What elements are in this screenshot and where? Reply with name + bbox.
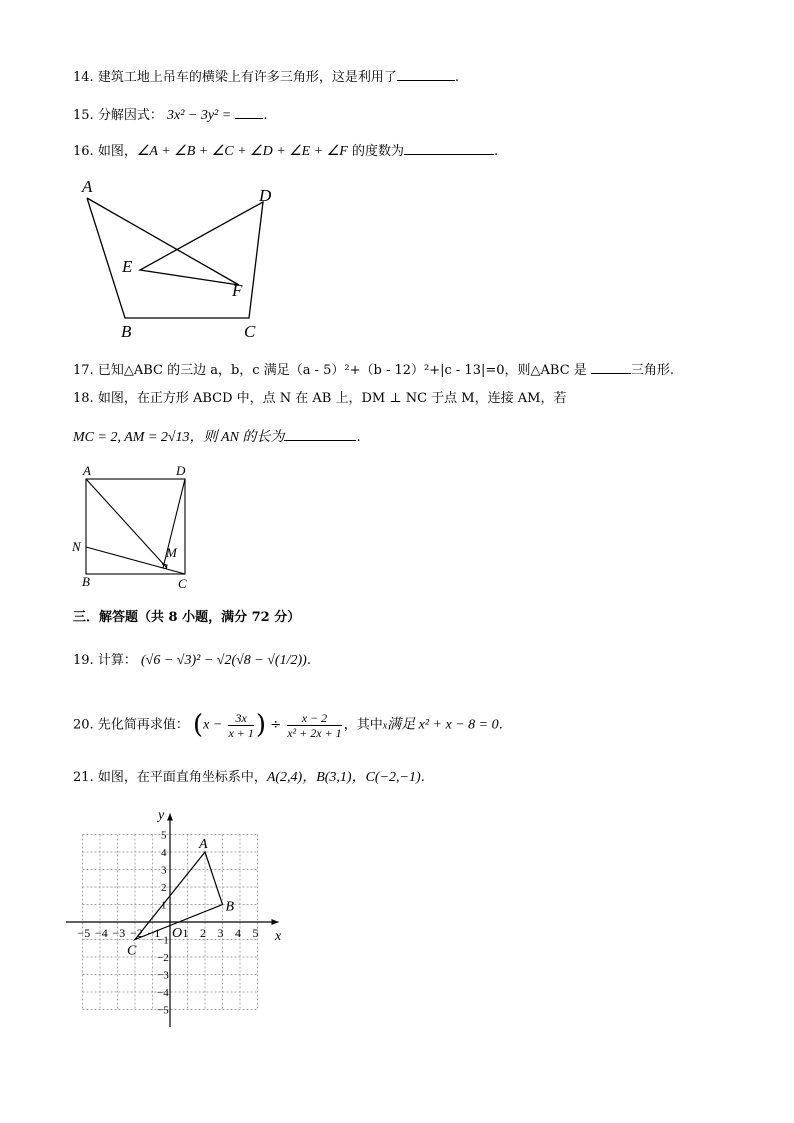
question-14 (73, 66, 459, 87)
question-text: 如图，在正方形 ABCD 中，点 N 在 AB 上，DM ⊥ NC 于点 M，连接 AM，若 (97, 391, 567, 406)
question-18-line2 (73, 426, 361, 447)
question-text-tail: 的度数为 (351, 144, 404, 159)
y-axis-label: y (158, 808, 165, 823)
x-tick-label: 1 (182, 926, 189, 940)
question-text: 分解因式： (97, 108, 163, 123)
label-E: E (122, 257, 133, 276)
label-B: B (82, 574, 90, 589)
question-number: 14. (73, 70, 94, 85)
question-text: 建筑工地上吊车的横梁上有许多三角形，这是利用了 (97, 70, 397, 85)
x-tick-label: −4 (95, 926, 108, 940)
answer-blank[interactable] (397, 66, 455, 81)
math-expression: ∠A + ∠B + ∠C + ∠D + ∠E + ∠F (136, 144, 348, 159)
label-A: A (82, 177, 93, 196)
x-tick-label: −5 (77, 926, 91, 940)
y-tick-label: 4 (161, 847, 167, 859)
x-tick-label: 2 (200, 926, 206, 940)
answer-blank[interactable] (404, 140, 494, 155)
math-expression: (√6 − √3)² − √2(√8 − √(1/2)) (140, 653, 307, 668)
label-A: A (83, 463, 91, 478)
y-tick-label: −3 (157, 969, 169, 982)
period: . (493, 144, 499, 159)
y-tick-label: −2 (157, 952, 169, 964)
answer-blank[interactable] (284, 426, 356, 441)
label-D: D (176, 463, 186, 478)
y-tick-label: −4 (157, 987, 169, 999)
y-tick-label: 2 (161, 882, 167, 894)
label-F: F (232, 281, 243, 300)
fraction-2: $\frac{x - 2}{\text{x² + 2x + 1}}$ (287, 710, 342, 740)
point-label-C: C (127, 943, 137, 959)
point-label-A: A (199, 837, 208, 852)
period: . (454, 70, 459, 85)
question-number: 18. (73, 391, 94, 406)
question-number: 17. (73, 363, 94, 378)
question-15 (73, 104, 267, 125)
label-C: C (244, 322, 256, 341)
question-number: 20. (73, 717, 94, 733)
x-tick-label: 4 (235, 926, 241, 940)
x-tick-label: −3 (112, 926, 126, 940)
y-tick-label: −5 (157, 1004, 169, 1017)
y-tick-label: 1 (161, 899, 167, 912)
question-text: 如图，在平面直角坐标系中， (97, 770, 267, 785)
period: . (356, 430, 361, 445)
label-M: M (166, 545, 177, 560)
fraction-1: $\frac{3x}{x + 1}$ (228, 710, 254, 740)
question-18-line1 (73, 390, 566, 408)
period: . (306, 653, 311, 668)
label-N: N (72, 539, 81, 554)
section-heading: 三．解答题（共 8 小题，满分 72 分） (73, 610, 301, 625)
period: . (263, 108, 268, 123)
label-C: C (178, 576, 187, 591)
question-number: 15. (73, 108, 94, 123)
question-text: 已知△ABC 的三边 a，b，c 满足（a - 5）²+（b - 12）²+|c - 13|=0，则△ABC 是 (97, 363, 587, 378)
period: . (498, 717, 503, 733)
y-tick-label: 3 (161, 864, 167, 877)
y-tick-label: −1 (157, 934, 169, 947)
y-tick-label: 5 (161, 829, 167, 842)
question-text-tail: ，其中 (343, 717, 383, 733)
condition: 满足 x² + x − 8 = 0 (387, 717, 499, 733)
question-text: 计算： (97, 653, 137, 668)
x-tick-label: 5 (252, 926, 259, 940)
variable: x (382, 720, 388, 732)
origin-label: O (172, 926, 183, 941)
x-axis-arrow (272, 919, 279, 925)
question-16 (73, 140, 498, 161)
x-tick-label: −1 (147, 926, 161, 940)
coordinate-plane (66, 800, 286, 1030)
period: . (420, 770, 425, 785)
label-D: D (259, 186, 272, 205)
q16-figure (72, 172, 282, 344)
points-list: A(2,4)，B(3,1)，C(−2,−1) (266, 770, 421, 785)
answer-blank[interactable] (591, 359, 631, 374)
label-B: B (121, 322, 132, 341)
question-20: 20. 先化简再求值： (x − $\frac{3x}{x + 1}$ ) ÷ $\frac{x - 2}{\text{x² + 2x + 1}}$ ，其中x满足 x² + x − 8 = 0. (73, 710, 503, 740)
answer-blank[interactable] (235, 104, 263, 119)
question-text: 先化简再求值： (97, 717, 189, 733)
question-text: 如图， (97, 144, 137, 159)
y-axis-arrow (167, 814, 173, 821)
question-number: 16. (73, 144, 94, 159)
point-label-B: B (225, 899, 235, 915)
x-tick-label: 3 (217, 926, 224, 940)
question-17 (73, 359, 674, 380)
question-text: MC = 2, AM = 2√13，则 AN 的长为 (73, 430, 285, 445)
question-21 (73, 769, 425, 787)
question-19 (73, 652, 311, 670)
question-text-tail: 三角形. (630, 363, 675, 378)
math-expression: 3x² − 3y² = (166, 108, 232, 123)
x-tick-label: −2 (130, 926, 143, 940)
question-number: 19. (73, 653, 94, 668)
question-number: 21. (73, 770, 94, 785)
q18-figure (70, 460, 200, 595)
x-axis-label: x (275, 929, 282, 944)
